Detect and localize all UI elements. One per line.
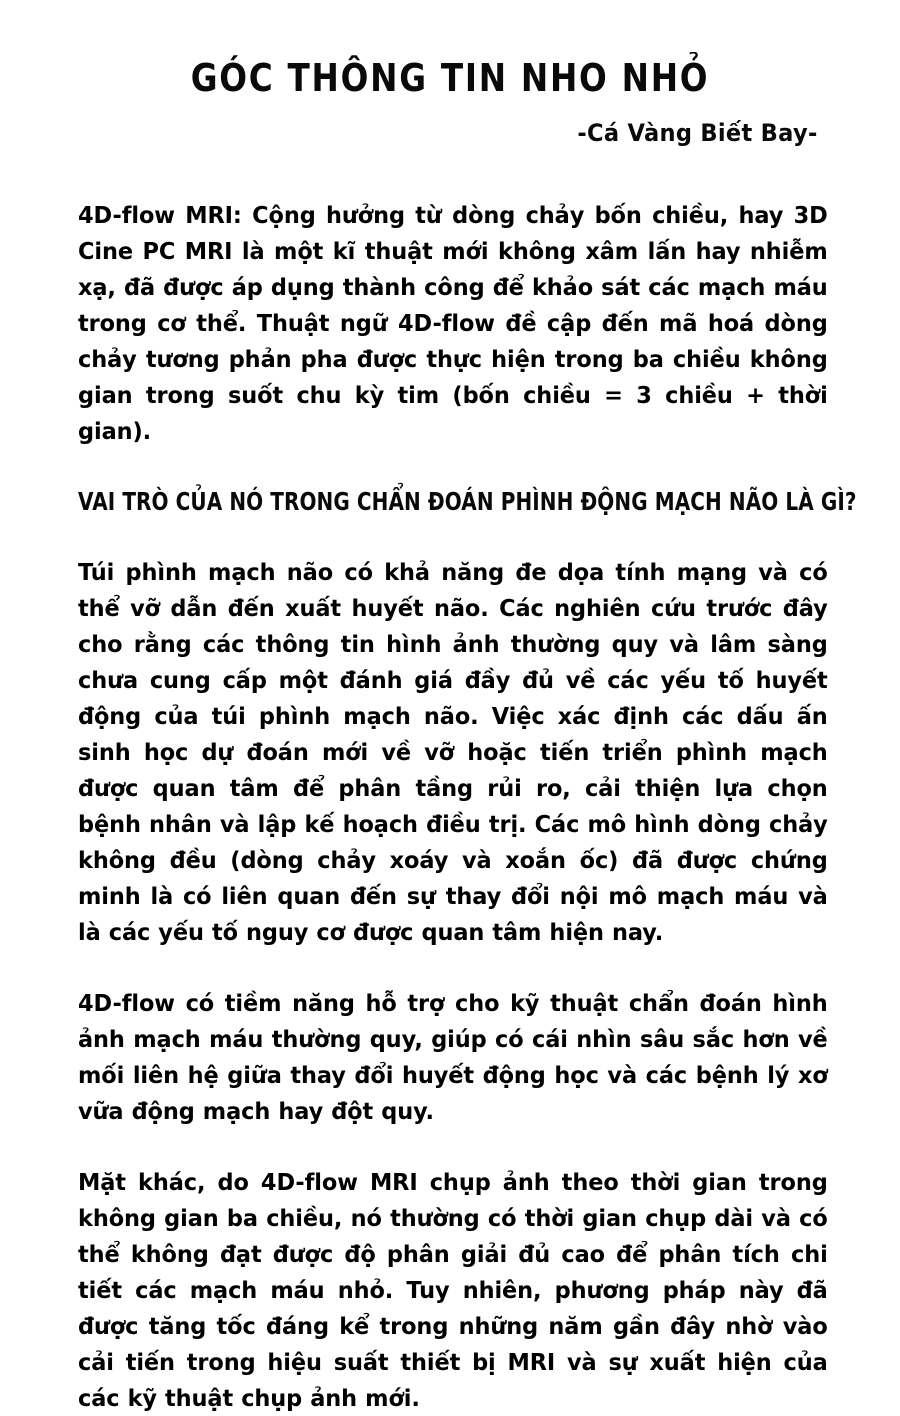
- paragraph-2: Túi phình mạch não có khả năng đe dọa tính mạng và có thể vỡ dẫn đến xuất huyết não. Các nghiên cứu trước đây cho rằng các thông tin hình ảnh thường quy và lâm sàng chưa cung cấp một đánh giá đầy đủ về các yếu tố huyết động của túi phình mạch não. Việc xác định các dấu ấn sinh học dự đoán mới về vỡ hoặc tiến triển phình mạch được quan tâm để phân tầng rủi ro, cải thiện lựa chọn bệnh nhân và lập kế hoạch điều trị. Các mô hình dòng chảy không đều (dòng chảy xoáy và xoắn ốc) đã được chứng minh là có liên quan đến sự thay đổi nội mô mạch máu và là các yếu tố nguy cơ được quan tâm hiện nay.: [78, 558, 828, 946]
- masthead: [0, 0, 900, 148]
- author-byline: -Cá Vàng Biết Bay-: [577, 119, 818, 147]
- byline-row: [0, 118, 900, 148]
- intro-paragraph: 4D-flow MRI: Cộng hưởng từ dòng chảy bốn chiều, hay 3D Cine PC MRI là một kĩ thuật mới không xâm lấn hay nhiễm xạ, đã được áp dụng thành công để khảo sát các mạch máu trong cơ thể. Thuật ngữ 4D-flow đề cập đến mã hoá dòng chảy tương phản pha được thực hiện trong ba chiều không gian trong suốt chu kỳ tim (bốn chiều = 3 chiều + thời gian).: [78, 201, 828, 445]
- article-body: [0, 197, 900, 1416]
- page-title: GÓC THÔNG TIN NHO NHỎ: [190, 56, 710, 100]
- paragraph-4: Mặt khác, do 4D-flow MRI chụp ảnh theo thời gian trong không gian ba chiều, nó thường có thời gian chụp dài và có thể không đạt được độ phân giải đủ cao để phân tích chi tiết các mạch máu nhỏ. Tuy nhiên, phương pháp này đã được tăng tốc đáng kể trong những năm gần đây nhờ vào cải tiến trong hiệu suất thiết bị MRI và sự xuất hiện của các kỹ thuật chụp ảnh mới.: [78, 1168, 828, 1412]
- section-heading: VAI TRÒ CỦA NÓ TRONG CHẨN ĐOÁN PHÌNH ĐỘNG MẠCH NÃO LÀ GÌ?: [78, 487, 857, 516]
- paragraph-3: 4D-flow có tiềm năng hỗ trợ cho kỹ thuật chẩn đoán hình ảnh mạch máu thường quy, giúp có cái nhìn sâu sắc hơn về mối liên hệ giữa thay đổi huyết động học và các bệnh lý xơ vữa động mạch hay đột quy.: [78, 989, 828, 1125]
